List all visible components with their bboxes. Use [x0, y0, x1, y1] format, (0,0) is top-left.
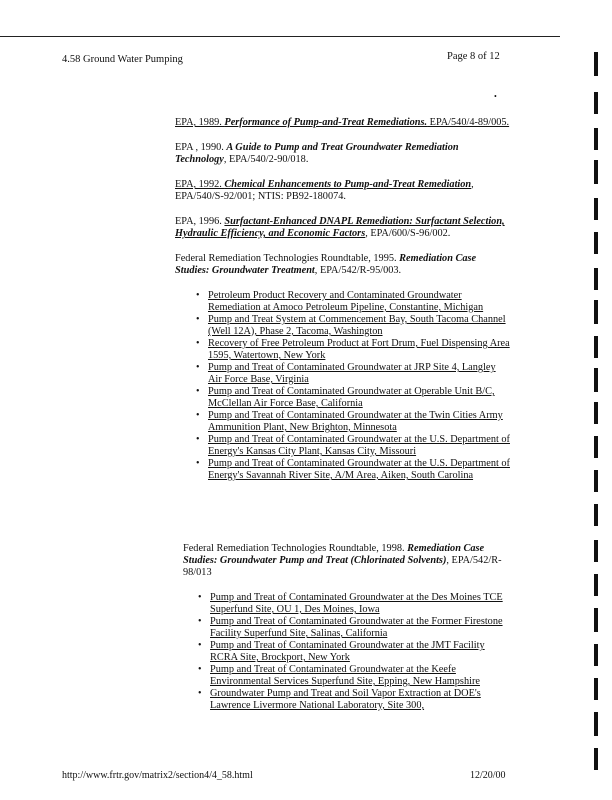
- list-item: • Pump and Treat of Contaminated Groundwater at Operable Unit B/C, McClellan Air Force Base, California: [208, 386, 510, 410]
- page-number: Page 8 of 12: [447, 51, 500, 62]
- footer-url: http://www.frtr.gov/matrix2/section4/4_58.html: [62, 770, 253, 781]
- page-title: 4.58 Ground Water Pumping: [62, 54, 183, 65]
- reference-list-1998: [183, 543, 513, 727]
- reference-epa-1990: EPA , 1990. A Guide to Pump and Treat Groundwater Remediation Technology, EPA/540/2-90/018.: [175, 142, 459, 165]
- header-rule: [0, 36, 560, 37]
- list-item: • Pump and Treat of Contaminated Groundwater at JRP Site 4, Langley Air Force Base, Virginia: [208, 362, 510, 386]
- list-item: • Pump and Treat of Contaminated Groundwater at the Former Firestone Facility Superfund Site, Salinas, California: [210, 616, 513, 640]
- scan-speck: •: [494, 92, 497, 101]
- list-item: • Petroleum Product Recovery and Contaminated Groundwater Remediation at Amoco Petroleum Pipeline, Constantine, Michigan: [208, 290, 510, 314]
- reference-epa-1989: EPA, 1989. Performance of Pump-and-Treat Remediations. EPA/540/4-89/005.: [175, 117, 510, 128]
- scan-edge-marks: [582, 0, 612, 800]
- list-item: • Pump and Treat of Contaminated Groundwater at the Twin Cities Army Ammunition Plant, New Brighton, Minnesota: [208, 410, 510, 434]
- list-item: • Pump and Treat System at Commencement Bay, South Tacoma Channel (Well 12A), Phase 2, Tacoma, Washington: [208, 314, 510, 338]
- list-item: • Pump and Treat of Contaminated Groundwater at the JMT Facility RCRA Site, Brockport, New York: [210, 640, 513, 664]
- footer-date: 12/20/00: [470, 770, 506, 781]
- list-item: • Pump and Treat of Contaminated Groundwater at the Des Moines TCE Superfund Site, OU 1, Des Moines, Iowa: [210, 592, 513, 616]
- reference-frtr-1995: Federal Remediation Technologies Roundtable, 1995. Remediation Case Studies: Groundwater Treatment, EPA/542/R-95/003.: [175, 253, 477, 276]
- case-study-list-1998: [183, 592, 513, 712]
- list-item: • Pump and Treat of Contaminated Groundwater at the U.S. Department of Energy's Kansas City Plant, Kansas City, Missouri: [208, 434, 510, 458]
- reference-epa-1996: EPA, 1996. Surfactant-Enhanced DNAPL Remediation: Surfactant Selection, Hydraulic Efficiency, and Economic Factors, EPA/600/S-96/002.: [175, 216, 505, 239]
- list-item: • Groundwater Pump and Treat and Soil Vapor Extraction at DOE's Lawrence Livermore National Laboratory, Site 300,: [210, 688, 513, 712]
- list-item: • Recovery of Free Petroleum Product at Fort Drum, Fuel Dispensing Area 1595, Watertown, New York: [208, 338, 510, 362]
- reference-list: [175, 117, 510, 497]
- reference-frtr-1998: Federal Remediation Technologies Roundtable, 1998. Remediation Case Studies: Groundwater Pump and Treat (Chlorinated Solvents), EPA/542/R-98/013: [183, 543, 502, 578]
- list-item: • Pump and Treat of Contaminated Groundwater at the U.S. Department of Energy's Savannah River Site, A/M Area, Aiken, South Carolina: [208, 458, 510, 482]
- reference-epa-1992: EPA, 1992. Chemical Enhancements to Pump-and-Treat Remediation, EPA/540/S-92/001; NTIS: PB92-180074.: [175, 179, 474, 202]
- list-item: • Pump and Treat of Contaminated Groundwater at the Keefe Environmental Services Superfund Site, Epping, New Hampshire: [210, 664, 513, 688]
- case-study-list-1995: [175, 290, 510, 482]
